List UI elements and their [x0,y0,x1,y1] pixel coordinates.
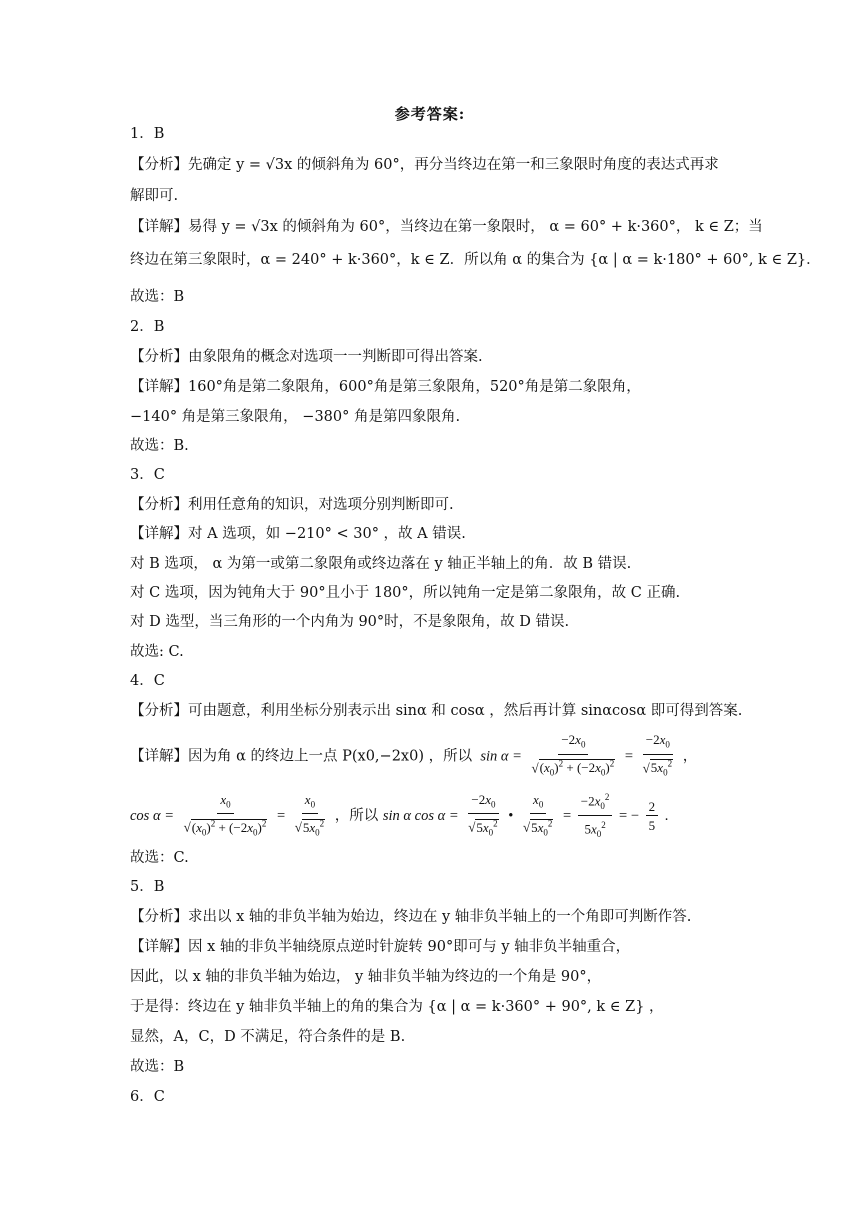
q3-detail: 【详解】对 A 选项，如 −210° < 30° ，故 A 错误. [130,526,466,542]
q4-detail-prefix: 【详解】因为角 α 的终边上一点 P(x0,−2x0) ，所以 [130,748,473,765]
q4-analysis: 【分析】可由题意，利用坐标分别表示出 sinα 和 cosα ，然后再计算 sinαcosα 即可得到答案. [130,703,743,719]
q3-detail-b: 对 B 选项， α 为第一或第二象限角或终边落在 y 轴正半轴上的角．故 B 错误. [130,556,632,572]
page-title: 参考答案: [394,105,466,123]
cos-fraction-1: $\frac{x_0}{√(x_0)^2 + (-2x_0)^2}$ [183,791,267,838]
q5-detail: 【详解】因 x 轴的非负半轴绕原点逆时针旋转 90°即可与 y 轴非负半轴重合， [130,939,631,955]
q4-answer: 故选：C. [130,850,189,866]
product-fraction-1: $\frac{-2x_0}{√5x_0^2}$ [468,791,498,838]
q1-detail-cont: 终边在第三象限时，α = 240° + k·360°，k ∈ Z．所以角 α 的集合为 {α | α = k·180° + 60°, k ∈ Z}． [130,252,821,268]
q6-number: 6．C [130,1089,165,1105]
q5-detail-c: 于是得：终边在 y 轴非负半轴上的角的集合为 {α | α = k·360° + 90°, k ∈ Z} ， [130,999,664,1015]
q1-analysis-cont: 解即可. [130,188,179,204]
q2-detail: 【详解】160°角是第二象限角，600°角是第三象限角，520°角是第二象限角， [130,379,641,395]
q4-detail: 【详解】因为角 α 的终边上一点 P(x0,−2x0) ，所以 sin α = $\frac{-2x_0}{√(x_0)^2 + (-2x_0)^2}$ = $\frac{-2x_0}{√5x_0^2}$ ， [130,732,697,781]
q5-number: 5．B [130,879,165,895]
q5-answer: 故选：B [130,1059,185,1075]
q3-answer: 故选: C. [130,644,184,660]
product-fraction-3: $\frac{-2x_0^2}{5x_0^2}$ [578,790,613,842]
q4-cos-line: cos α = $\frac{x_0}{√(x_0)^2 + (-2x_0)^2}$ = $\frac{x_0}{√5x_0^2}$ ，所以 sin α cos α = $\frac{-2x_0}{√5x_0^2}$ • $\frac{x_0}{√5x_0^2}$ = $\frac{-2x_0^2}{5x_0^2}$ = − $\frac{2}{5}$ . [130,790,668,842]
sin-alpha-eq: sin α = [476,748,522,765]
q1-analysis: 【分析】先确定 y = √3x 的倾斜角为 60°，再分当终边在第一和三象限时角度的表达式再求 [130,157,719,173]
q2-detail-cont: −140° 角是第三象限角， −380° 角是第四象限角. [130,409,461,425]
q1-detail: 【详解】易得 y = √3x 的倾斜角为 60°，当终边在第一象限时， α = 60° + k·360°， k ∈ Z；当 [130,219,763,235]
q4-number: 4．C [130,673,165,689]
product-fraction-2: $\frac{x_0}{√5x_0^2}$ [522,791,553,838]
q2-answer: 故选：B. [130,438,189,454]
q3-number: 3．C [130,467,165,483]
q2-number: 2．B [130,319,165,335]
result-fraction: $\frac{2}{5}$ [646,799,659,833]
q5-detail-d: 显然，A，C，D 不满足，符合条件的是 B. [130,1029,406,1045]
q3-detail-c: 对 C 选项，因为钝角大于 90°且小于 180°，所以钝角一定是第二象限角，故 C 正确. [130,585,681,601]
q5-analysis: 【分析】求出以 x 轴的非负半轴为始边，终边在 y 轴非负半轴上的一个角即可判断作答. [130,909,692,925]
q5-detail-b: 因此，以 x 轴的非负半轴为始边， y 轴非负半轴为终边的一个角是 90°， [130,969,602,985]
sin-fraction-2: $\frac{-2x_0}{√5x_0^2}$ [642,732,673,778]
q1-number: 1．B [130,126,165,142]
q3-detail-d: 对 D 选型，当三角形的一个内角为 90°时，不是象限角，故 D 错误. [130,614,570,630]
sin-fraction-1: $\frac{-2x_0}{√(x_0)^2 + (-2x_0)^2}$ [531,732,615,778]
q2-analysis: 【分析】由象限角的概念对选项一一判断即可得出答案. [130,349,483,365]
q1-answer: 故选：B [130,289,185,305]
cos-fraction-2: $\frac{x_0}{√5x_0^2}$ [294,791,325,838]
q3-analysis: 【分析】利用任意角的知识，对选项分别判断即可. [130,497,454,513]
